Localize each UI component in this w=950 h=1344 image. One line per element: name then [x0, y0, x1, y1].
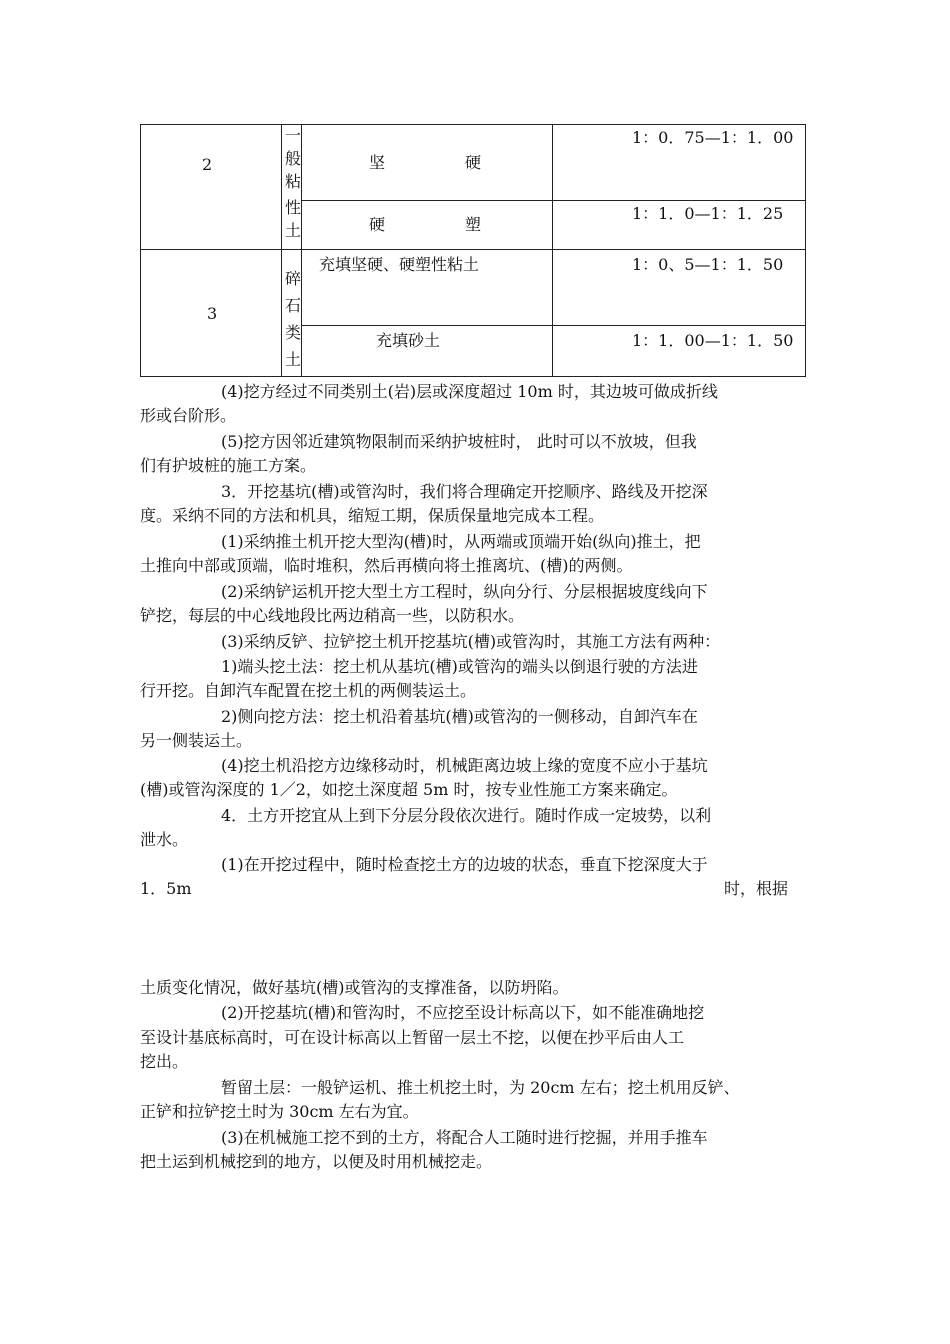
paragraph-line: 挖出。: [140, 1052, 189, 1071]
soil-state: 充填砂土: [376, 331, 441, 350]
table-row-divider: [301, 200, 806, 201]
slope-ratio: 1：0、5—1：1．50: [632, 255, 784, 274]
paragraph-line: 2)侧向挖方法：挖土机沿着基坑(槽)或管沟的一侧移动，自卸汽车在: [221, 707, 698, 726]
paragraph-line: 行开挖。自卸汽车配置在挖土机的两侧装运土。: [140, 681, 477, 700]
category-char: 般: [284, 149, 301, 168]
category-char: 类: [284, 323, 301, 342]
paragraph-line: (5)挖方因邻近建筑物限制而采纳护坡桩时， 此时可以不放坡，但我: [221, 432, 697, 451]
paragraph-line: (2)采纳铲运机开挖大型土方工程时，纵向分行、分层根据坡度线向下: [221, 582, 708, 601]
category-char: 碎: [284, 269, 301, 288]
paragraph-line: 度。采纳不同的方法和机具，缩短工期，保质保量地完成本工程。: [140, 506, 605, 525]
paragraph-line: (2)开挖基坑(槽)和管沟时，不应挖至设计标高以下，如不能准确地挖: [221, 1003, 705, 1022]
paragraph-line: 正铲和拉铲挖土时为 30cm 左右为宜。: [140, 1102, 419, 1121]
category-char: 土: [284, 221, 301, 240]
category-char: 石: [284, 296, 301, 315]
slope-ratio: 1：1．00—1：1．50: [632, 331, 794, 350]
paragraph-line: (3)采纳反铲、拉铲挖土机开挖基坑(槽)或管沟时，其施工方法有两种：: [221, 632, 721, 651]
soil-state-char: 坚: [369, 153, 386, 172]
paragraph-line: 暂留土层：一般铲运机、推土机挖土时，为 20cm 左右；挖土机用反铲、: [221, 1078, 740, 1097]
category-char: 土: [284, 350, 301, 369]
soil-state: 充填坚硬、硬塑性粘土: [319, 255, 480, 274]
category-char: 一: [284, 126, 301, 145]
paragraph-line: 铲挖，每层的中心线地段比两边稍高一些，以防积水。: [140, 606, 525, 625]
paragraph-line: 泄水。: [140, 830, 189, 849]
paragraph-line: 土质变化情况，做好基坑(槽)或管沟的支撑准备，以防坍陷。: [140, 978, 569, 997]
paragraph-line: 3．开挖基坑(槽)或管沟时，我们将合理确定开挖顺序、路线及开挖深: [221, 482, 708, 501]
table-row-divider: [140, 249, 806, 250]
paragraph-line: 1．5m: [140, 879, 192, 898]
paragraph-line: 形或台阶形。: [140, 406, 237, 425]
category-char: 性: [284, 198, 301, 217]
paragraph-line: (1)采纳推土机开挖大型沟(槽)时，从两端或顶端开始(纵向)推土，把: [221, 532, 701, 551]
soil-state-char: 塑: [465, 215, 482, 234]
paragraph-line: 时，根据: [724, 879, 789, 898]
paragraph-line: 土推向中部或顶端，临时堆积，然后再横向将土推离坑、(槽)的两侧。: [140, 556, 633, 575]
soil-category-vertical: [283, 265, 303, 373]
row-number: 3: [207, 304, 218, 323]
soil-state-char: 硬: [465, 153, 482, 172]
paragraph-line: 至设计基底标高时，可在设计标高以上暂留一层土不挖，以便在抄平后由人工: [140, 1028, 685, 1047]
paragraph-line: (4)挖土机沿挖方边缘移动时，机械距离边坡上缘的宽度不应小于基坑: [221, 756, 708, 775]
slope-ratio: 1：1．0—1：1．25: [632, 204, 784, 223]
table-border-top: [140, 124, 806, 125]
table-row-divider: [301, 325, 806, 326]
category-char: 粘: [284, 172, 301, 191]
slope-ratio: 1：0．75—1：1．00: [632, 128, 794, 147]
paragraph-line: 们有护坡桩的施工方案。: [140, 456, 317, 475]
table-col-divider: [552, 124, 553, 377]
soil-state-char: 硬: [369, 215, 386, 234]
row-number: 2: [202, 155, 213, 174]
paragraph-line: (3)在机械施工挖不到的土方，将配合人工随时进行挖掘，并用手推车: [221, 1128, 708, 1147]
paragraph-line: 4．土方开挖宜从上到下分层分段依次进行。随时作成一定坡势，以利: [221, 806, 712, 825]
paragraph-line: (4)挖方经过不同类别土(岩)层或深度超过 10m 时，其边坡可做成折线: [221, 382, 718, 401]
table-border-right: [805, 124, 806, 377]
table-col-divider: [281, 124, 282, 377]
table-border-left: [140, 124, 141, 377]
slope-table: [140, 124, 806, 377]
paragraph-line: (槽)或管沟深度的 1／2，如挖土深度超 5m 时，按专业性施工方案来确定。: [140, 780, 678, 799]
soil-category-vertical: [283, 124, 303, 242]
table-border-bottom: [140, 376, 806, 377]
paragraph-line: 1)端头挖土法：挖土机从基坑(槽)或管沟的端头以倒退行驶的方法进: [221, 657, 698, 676]
paragraph-line: 另一侧装运土。: [140, 731, 253, 750]
paragraph-line: (1)在开挖过程中，随时检查挖土方的边坡的状态，垂直下挖深度大于: [221, 855, 708, 874]
paragraph-line: 把土运到机械挖到的地方，以便及时用机械挖走。: [140, 1152, 493, 1171]
